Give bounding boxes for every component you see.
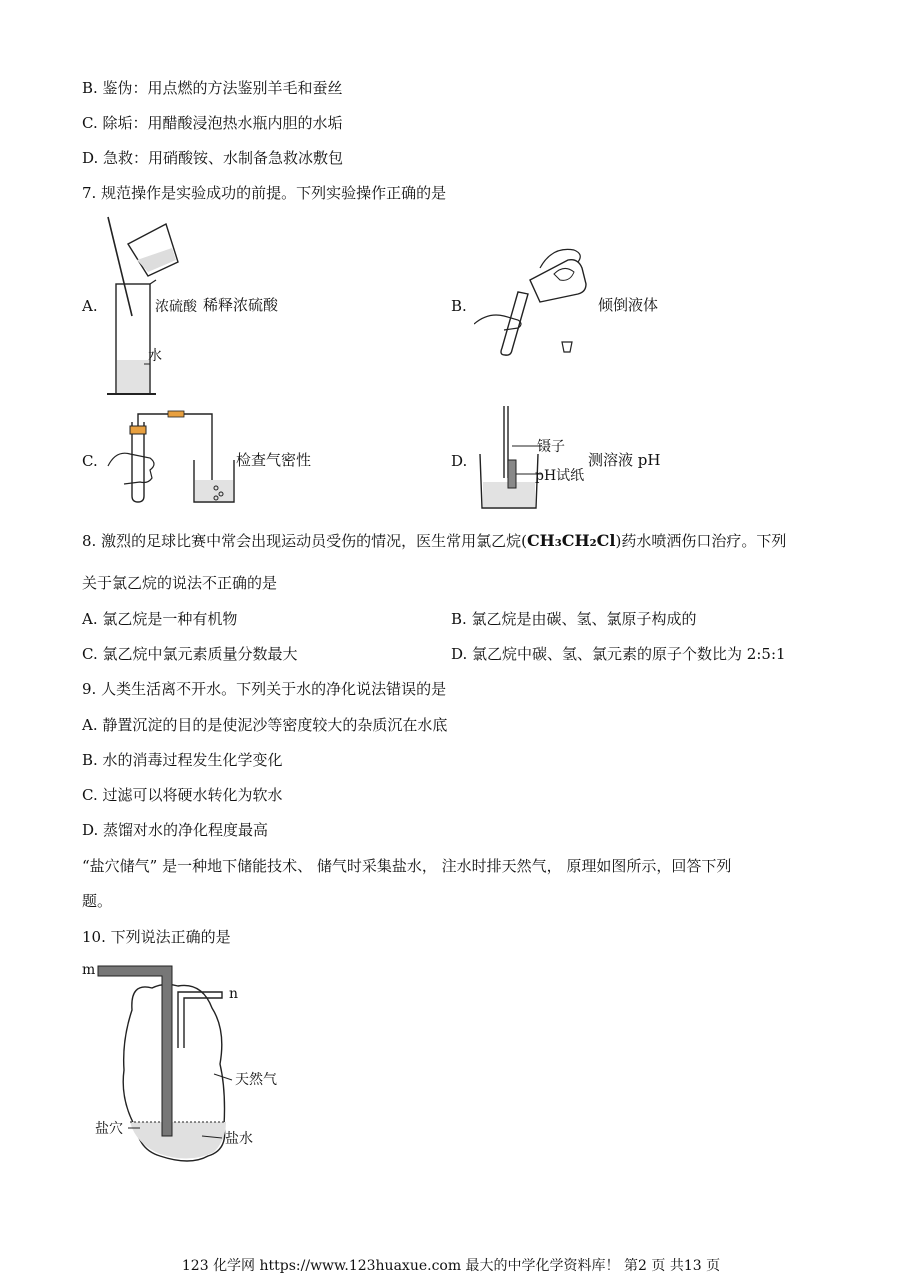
q8-option-a: A. 氯乙烷是一种有机物 bbox=[82, 610, 238, 628]
q7-option-b-caption: 倾倒液体 bbox=[598, 296, 659, 314]
q10-label-gas: 天然气 bbox=[235, 1072, 277, 1088]
q7-option-a-label-acid: 浓硫酸 bbox=[155, 299, 197, 315]
q8-stem-part2: )药水喷洒伤口治疗。下列 bbox=[615, 532, 787, 550]
q7-option-a-caption: 稀释浓硫酸 bbox=[203, 296, 279, 314]
q10-stem: 10. 下列说法正确的是 bbox=[82, 928, 231, 946]
q6-option-d: D. 急救：用硝酸铵、水制备急救冰敷包 bbox=[82, 149, 344, 167]
q8-stem-line1 bbox=[82, 531, 786, 551]
q7-option-d-label-tweezers: 镊子 bbox=[537, 439, 565, 455]
q8-option-c: C. 氯乙烷中氯元素质量分数最大 bbox=[82, 645, 298, 663]
q8-formula: CH₃CH₂Cl bbox=[526, 531, 616, 550]
q9-option-c: C. 过滤可以将硬水转化为软水 bbox=[82, 786, 283, 804]
q7-stem: 7. 规范操作是实验成功的前提。下列实验操作正确的是 bbox=[82, 184, 447, 202]
q7-option-b-letter: B. bbox=[451, 297, 467, 315]
q9-option-b: B. 水的消毒过程发生化学变化 bbox=[82, 751, 283, 769]
q10-label-cave: 盐穴 bbox=[95, 1121, 123, 1137]
q7-option-c-caption: 检查气密性 bbox=[236, 451, 312, 469]
q8-stem-part1: 8. 激烈的足球比赛中常会出现运动员受伤的情况，医生常用氯乙烷( bbox=[82, 532, 527, 550]
q7-option-d-caption: 测溶液 pH bbox=[588, 451, 661, 469]
q7-option-a-letter: A. bbox=[82, 297, 98, 315]
q10-label-brine: 盐水 bbox=[225, 1131, 253, 1147]
intro-line2: 题。 bbox=[82, 892, 113, 910]
q10-label-n: n bbox=[229, 986, 239, 1002]
q9-option-a: A. 静置沉淀的目的是使泥沙等密度较大的杂质沉在水底 bbox=[82, 716, 448, 734]
page-footer: 123 化学网 https://www.123huaxue.com 最大的中学化学资料库！ 第2 页 共13 页 bbox=[181, 1258, 721, 1274]
q8-stem-line2: 关于氯乙烷的说法不正确的是 bbox=[82, 574, 278, 592]
q6-option-b: B. 鉴伪：用点燃的方法鉴别羊毛和蚕丝 bbox=[82, 79, 343, 97]
q8-option-d: D. 氯乙烷中碳、氢、氯元素的原子个数比为 2:5:1 bbox=[451, 645, 786, 663]
q7-option-d-diagram bbox=[474, 404, 546, 512]
intro-line1: “盐穴储气” 是一种地下储能技术、 储气时采集盐水， 注水时排天然气， 原理如图所示，回答下列 bbox=[82, 857, 732, 875]
q7-option-a-label-water: 水 bbox=[148, 348, 162, 364]
q8-option-b: B. 氯乙烷是由碳、氢、氯原子构成的 bbox=[451, 610, 697, 628]
q9-stem: 9. 人类生活离不开水。下列关于水的净化说法错误的是 bbox=[82, 680, 447, 698]
q9-option-d: D. 蒸馏对水的净化程度最高 bbox=[82, 821, 269, 839]
q7-option-b-diagram bbox=[474, 244, 594, 356]
q6-option-c: C. 除垢：用醋酸浸泡热水瓶内胆的水垢 bbox=[82, 114, 343, 132]
q7-option-d-label-ph-paper: pH试纸 bbox=[535, 468, 585, 484]
q7-option-c-letter: C. bbox=[82, 452, 98, 470]
q10-label-m: m bbox=[82, 962, 96, 978]
q7-option-c-diagram bbox=[104, 410, 236, 504]
q7-option-d-letter: D. bbox=[451, 452, 468, 470]
